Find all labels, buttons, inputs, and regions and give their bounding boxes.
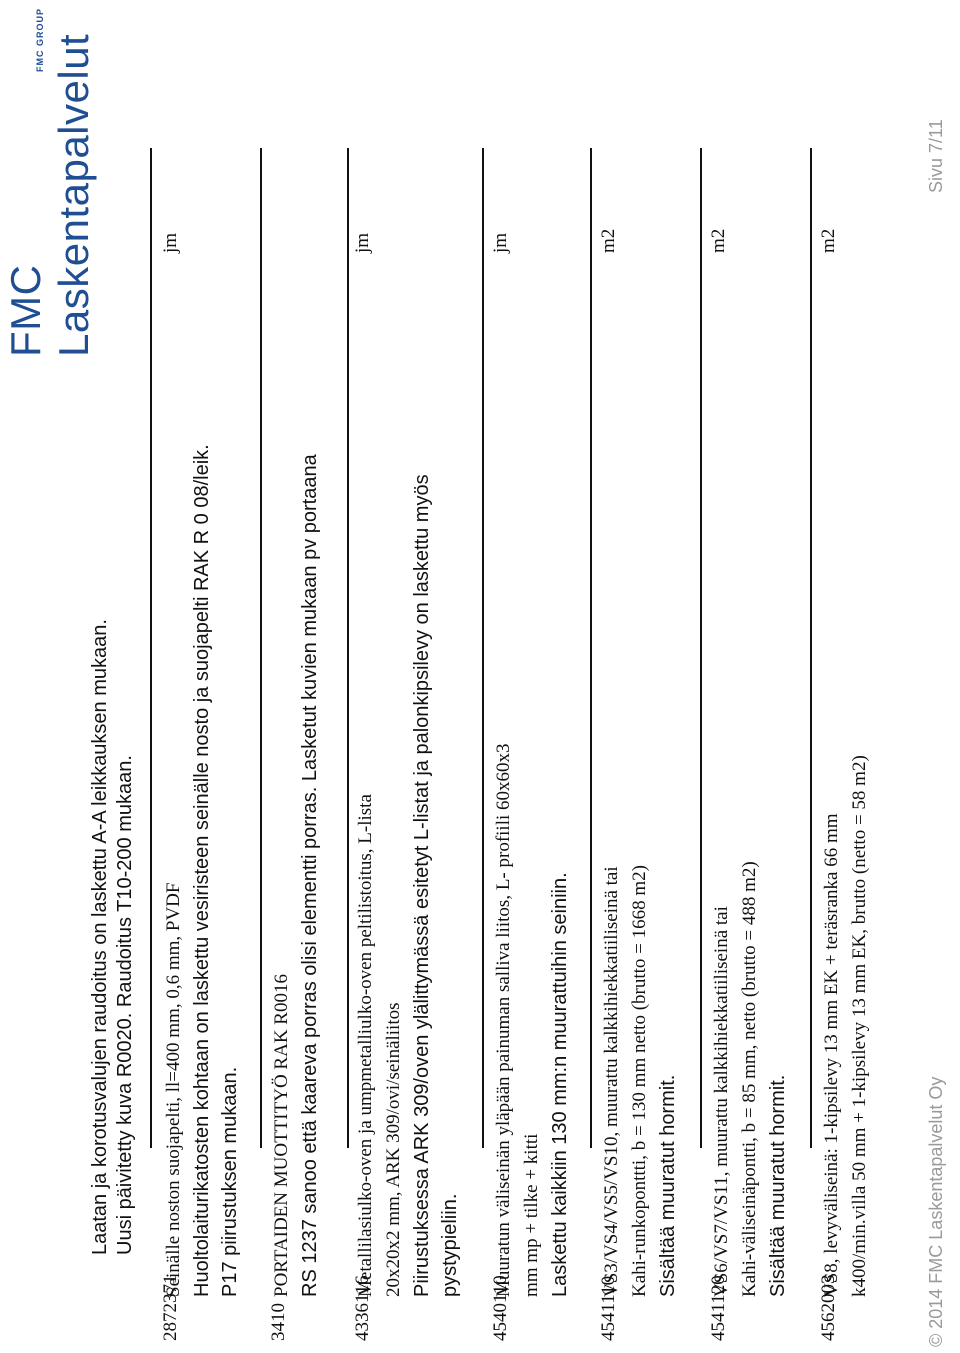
item-unit: m2 bbox=[598, 228, 619, 253]
item-unit: jm bbox=[490, 232, 511, 253]
separator-line bbox=[590, 148, 592, 1148]
separator-line bbox=[482, 148, 484, 1148]
item-code: 4541120 bbox=[708, 1275, 729, 1341]
item-description bbox=[708, 861, 792, 1297]
item-code: 4336116 bbox=[352, 1275, 373, 1341]
item-description bbox=[160, 444, 244, 1297]
description-line: P17 piirustuksen mukaan. bbox=[219, 1066, 241, 1297]
separator-line bbox=[810, 148, 812, 1148]
company-logo bbox=[2, 2, 97, 357]
description-line: Sisältää muuratut hormit. bbox=[657, 1074, 679, 1297]
logo-subtext: FMC GROUP bbox=[35, 8, 45, 72]
description-line: pystypieliin. bbox=[439, 1193, 461, 1297]
description-line: 20x20x2 mm, ARK 309/ovi/seinäliitos bbox=[383, 1002, 404, 1297]
separator-line bbox=[260, 148, 262, 1148]
description-line: Kahi-runkoponttti, b = 130 mm netto (brutto = 1668 m2) bbox=[629, 865, 650, 1297]
item-description bbox=[268, 454, 324, 1297]
description-line: Piirustuksessa ARK 309/oven ylälittymässä esitetyt L-listat ja palonkipsilevy on laskettu myös bbox=[411, 474, 433, 1297]
description-line: Huoltolaiturikatosten kohtaan on laskettu vesiristeen seinälle nosto ja suojapelti RAK R 0 08/leik. bbox=[191, 444, 213, 1297]
separator-line bbox=[347, 148, 349, 1148]
item-code: 4562003 bbox=[818, 1274, 839, 1341]
item-description bbox=[352, 474, 464, 1297]
item-code: 4541110 bbox=[598, 1275, 619, 1341]
description-line: k400/min.villa 50 mm + 1-kipsilevy 13 mm EK, brutto (netto = 58 m2) bbox=[849, 755, 870, 1297]
item-unit: m2 bbox=[708, 228, 729, 253]
item-code: 3410 bbox=[268, 1303, 289, 1341]
item-description bbox=[818, 755, 874, 1297]
description-line: VS8, levyväliseinä: 1-kipsilevy 13 mm EK + teräsranka 66 mm bbox=[821, 813, 842, 1297]
description-line: VS6/VS7/VS11, muurattu kalkkihiekkatiiliseinä tai bbox=[711, 906, 732, 1297]
intro-line: Uusi päivitetty kuva R0020. Raudoitus T10-200 mukaan. bbox=[114, 755, 136, 1255]
intro-line: Laatan ja korotusvalujen raudoitus on laskettu A-A leikkauksen mukaan. bbox=[89, 619, 111, 1255]
item-code: 4540110 bbox=[490, 1275, 511, 1341]
item-unit: jm bbox=[352, 232, 373, 253]
item-description bbox=[598, 865, 682, 1297]
description-line: RS 1237 sanoo että kaareva porras olisi elementti porras. Lasketut kuvien mukaan pv portaana bbox=[299, 454, 321, 1297]
description-line: Metallilasiulko-oven ja umpmetalliulko-oven peltilistoitus, L-lista bbox=[355, 794, 376, 1297]
footer-page-number: Sivu 7/11 bbox=[926, 119, 946, 193]
separator-line bbox=[150, 148, 152, 1148]
footer-copyright: © 2014 FMC Laskentapalvelut Oy bbox=[926, 1076, 946, 1347]
description-line: Sisältää muuratut hormit. bbox=[767, 1074, 789, 1297]
description-line: Kahi-väliseinäpontti, b = 85 mm, netto (brutto = 488 m2) bbox=[739, 861, 760, 1297]
separator-line bbox=[700, 148, 702, 1148]
description-line: PORTAIDEN MUOTTITYÖ RAK R0016 bbox=[271, 974, 292, 1297]
description-line: Laskettu kaikkiin 130 mm:n muurattuihin seiniin. bbox=[549, 872, 571, 1297]
description-line: mm mp + tilke + kitti bbox=[521, 1133, 542, 1297]
description-line: Seinälle noston suojapelti, ll=400 mm, 0,6 mm, PVDF bbox=[163, 882, 184, 1297]
description-line: VS3/VS4/VS5/VS10, muurattu kalkkihiekkatiiliseinä tai bbox=[601, 866, 622, 1297]
intro-text bbox=[88, 619, 138, 1255]
item-unit: m2 bbox=[818, 228, 839, 253]
description-line: Muuratun väliseinän yläpään painuman salliva liitos, L- profiili 60x60x3 bbox=[493, 743, 514, 1297]
item-unit: jm bbox=[160, 232, 181, 253]
item-description bbox=[490, 743, 574, 1297]
logo-text: FMC Laskentapalvelut bbox=[2, 33, 97, 357]
item-code: 2872371 bbox=[160, 1274, 181, 1341]
